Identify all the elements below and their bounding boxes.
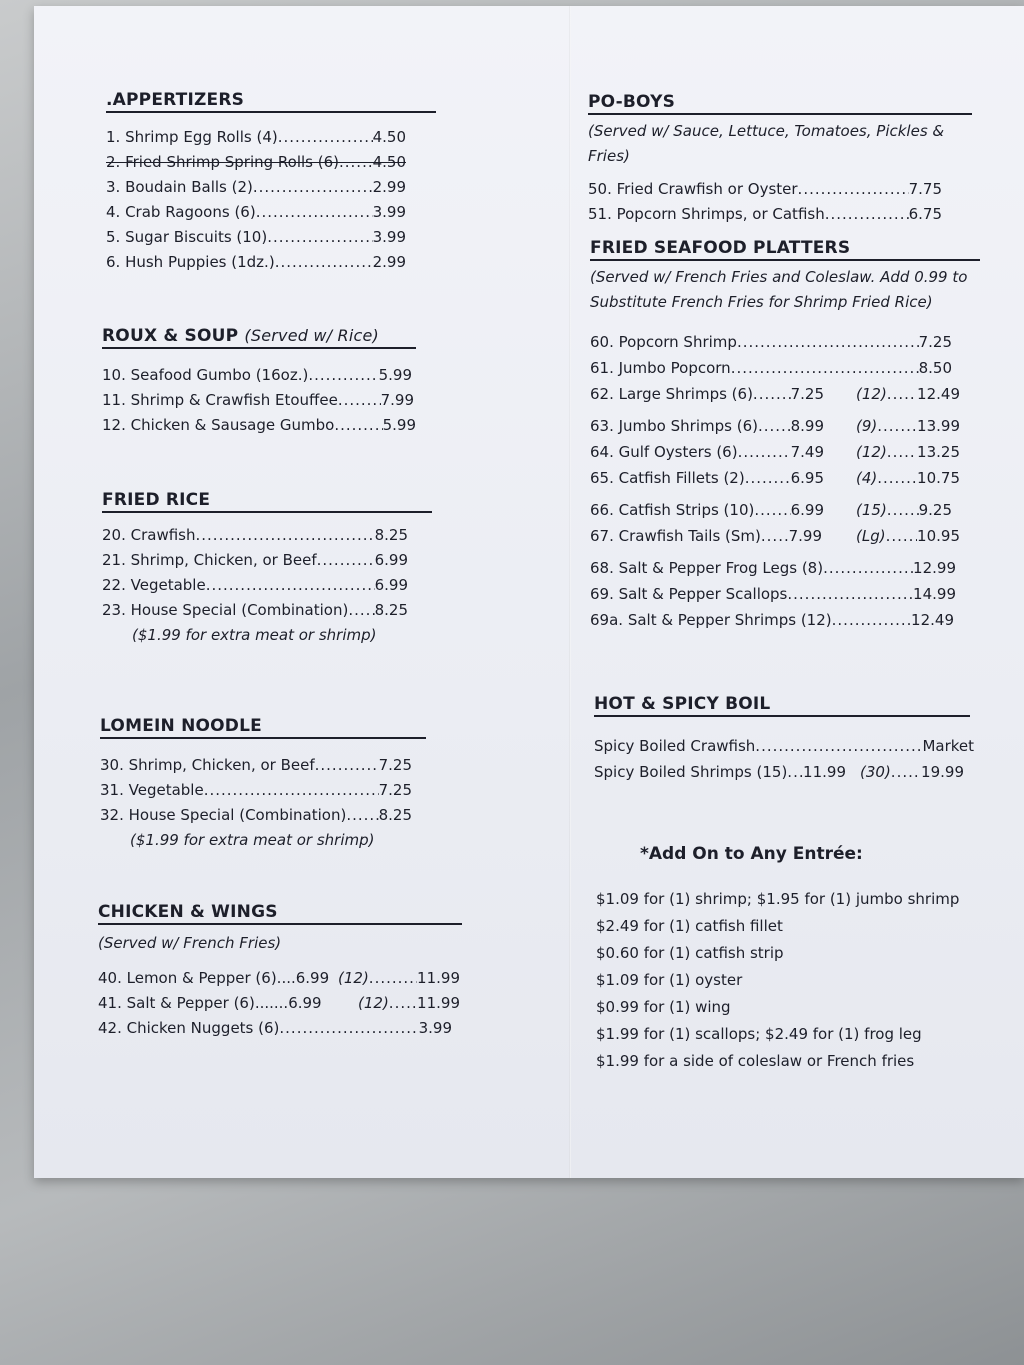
menu-item: 63. Jumbo Shrimps (6) ..... 8.99 (9) ..... 13.99 — [590, 413, 990, 439]
menu-item: 10. Seafood Gumbo (16oz.) ..... 5.99 — [102, 363, 412, 388]
menu-item: 32. House Special (Combination) ..... 8.25 — [100, 803, 412, 828]
menu-item: 68. Salt & Pepper Frog Legs (8) ..... 12.99 — [590, 555, 990, 581]
addon-line: $1.09 for (1) oyster — [596, 971, 743, 989]
addon-line: $0.60 for (1) catfish strip — [596, 944, 784, 962]
addon-line: $1.99 for a side of coleslaw or French fries — [596, 1052, 915, 1070]
menu-item: 5. Sugar Biscuits (10) ..... 3.99 — [106, 225, 406, 250]
menu-item: 30. Shrimp, Chicken, or Beef ..... 7.25 — [100, 753, 412, 778]
po-boys-section — [588, 92, 988, 227]
menu-item: 23. House Special (Combination) ..... 8.25 — [102, 598, 408, 623]
platters-note-line1: (Served w/ French Fries and Coleslaw. Add 0.99 to — [590, 268, 968, 286]
extra-meat-note: ($1.99 for extra meat or shrimp) — [130, 831, 375, 849]
appetizers-heading: .APPERTIZERS — [106, 90, 436, 113]
chicken-wings-section — [98, 902, 498, 1041]
po-boys-heading: PO-BOYS — [588, 92, 972, 115]
menu-item: 21. Shrimp, Chicken, or Beef ..... 6.99 — [102, 548, 408, 573]
menu-item: 60. Popcorn Shrimp ..... 7.25 — [590, 329, 990, 355]
addon-line: $0.99 for (1) wing — [596, 998, 731, 1016]
menu-item: 67. Crawfish Tails (Sm) ..... 7.99 (Lg) ..... 10.95 — [590, 523, 990, 549]
menu-item: 31. Vegetable ..... 7.25 — [100, 778, 412, 803]
menu-item: 22. Vegetable ..... 6.99 — [102, 573, 408, 598]
menu-paper — [34, 6, 1024, 1178]
addon-line: $1.99 for (1) scallops; $2.49 for (1) frog leg — [596, 1025, 922, 1043]
menu-item-discontinued: 2. Fried Shrimp Spring Rolls (6) ..... 4.50 — [106, 150, 406, 175]
menu-item: 12. Chicken & Sausage Gumbo ..... 5.99 — [102, 413, 416, 438]
menu-item: 66. Catfish Strips (10) ..... 6.99 (15) ..... 9.25 — [590, 497, 990, 523]
menu-item: 50. Fried Crawfish or Oyster ..... 7.75 — [588, 177, 942, 202]
platters-section — [590, 238, 990, 633]
menu-item: 6. Hush Puppies (1dz.) ..... 2.99 — [106, 250, 406, 275]
menu-item: 3. Boudain Balls (2) ..... 2.99 — [106, 175, 406, 200]
menu-item: 69. Salt & Pepper Scallops ..... 14.99 — [590, 581, 990, 607]
po-boys-note: (Served w/ Sauce, Lettuce, Tomatoes, Pickles & Fries) — [588, 122, 945, 165]
lomein-section — [100, 716, 500, 853]
platters-note-line2: Substitute French Fries for Shrimp Fried Rice) — [590, 293, 933, 311]
menu-item: 4. Crab Ragoons (6) ..... 3.99 — [106, 200, 406, 225]
roux-soup-section — [102, 326, 502, 438]
addons-heading: *Add On to Any Entrée: — [640, 844, 863, 864]
menu-item: Spicy Boiled Crawfish ..... Market — [594, 733, 994, 759]
menu-item: 20. Crawfish ..... 8.25 — [102, 523, 408, 548]
chicken-wings-note: (Served w/ French Fries) — [98, 934, 282, 952]
platters-heading: FRIED SEAFOOD PLATTERS — [590, 238, 980, 261]
menu-item: 41. Salt & Pepper (6).......6.99 (12) ..... 11.99 — [98, 991, 460, 1016]
menu-item: Spicy Boiled Shrimps (15) ..... 11.99 (30) ..... 19.99 — [594, 759, 994, 785]
boil-section — [594, 694, 994, 785]
addon-line: $1.09 for (1) shrimp; $1.95 for (1) jumbo shrimp — [596, 890, 960, 908]
fried-rice-heading: FRIED RICE — [102, 490, 432, 513]
menu-item: 51. Popcorn Shrimps, or Catfish ..... 6.75 — [588, 202, 942, 227]
menu-item: 11. Shrimp & Crawfish Etouffee ..... 7.99 — [102, 388, 414, 413]
lomein-heading: LOMEIN NOODLE — [100, 716, 426, 739]
addons-section — [596, 844, 996, 1075]
chicken-wings-heading: CHICKEN & WINGS — [98, 902, 462, 925]
addon-line: $2.49 for (1) catfish fillet — [596, 917, 783, 935]
extra-meat-note: ($1.99 for extra meat or shrimp) — [132, 626, 377, 644]
appetizers-section — [106, 90, 506, 275]
fried-rice-section — [102, 490, 502, 648]
menu-item: 40. Lemon & Pepper (6)....6.99 (12) ..... 11.99 — [98, 966, 460, 991]
menu-item: 61. Jumbo Popcorn ..... 8.50 — [590, 355, 990, 381]
roux-soup-heading: ROUX & SOUP (Served w/ Rice) — [102, 326, 416, 349]
boil-heading: HOT & SPICY BOIL — [594, 694, 970, 717]
menu-item: 65. Catfish Fillets (2) ..... 6.95 (4) ..... 10.75 — [590, 465, 990, 491]
menu-item: 1. Shrimp Egg Rolls (4) ..... 4.50 — [106, 125, 406, 150]
menu-item: 42. Chicken Nuggets (6) ..... 3.99 — [98, 1016, 452, 1041]
menu-item: 69a. Salt & Pepper Shrimps (12) ..... 12.49 — [590, 607, 990, 633]
menu-item: 62. Large Shrimps (6) ..... 7.25 (12) ..... 12.49 — [590, 381, 990, 407]
menu-item: 64. Gulf Oysters (6) ..... 7.49 (12) ..... 13.25 — [590, 439, 990, 465]
paper-fold — [569, 6, 571, 1178]
